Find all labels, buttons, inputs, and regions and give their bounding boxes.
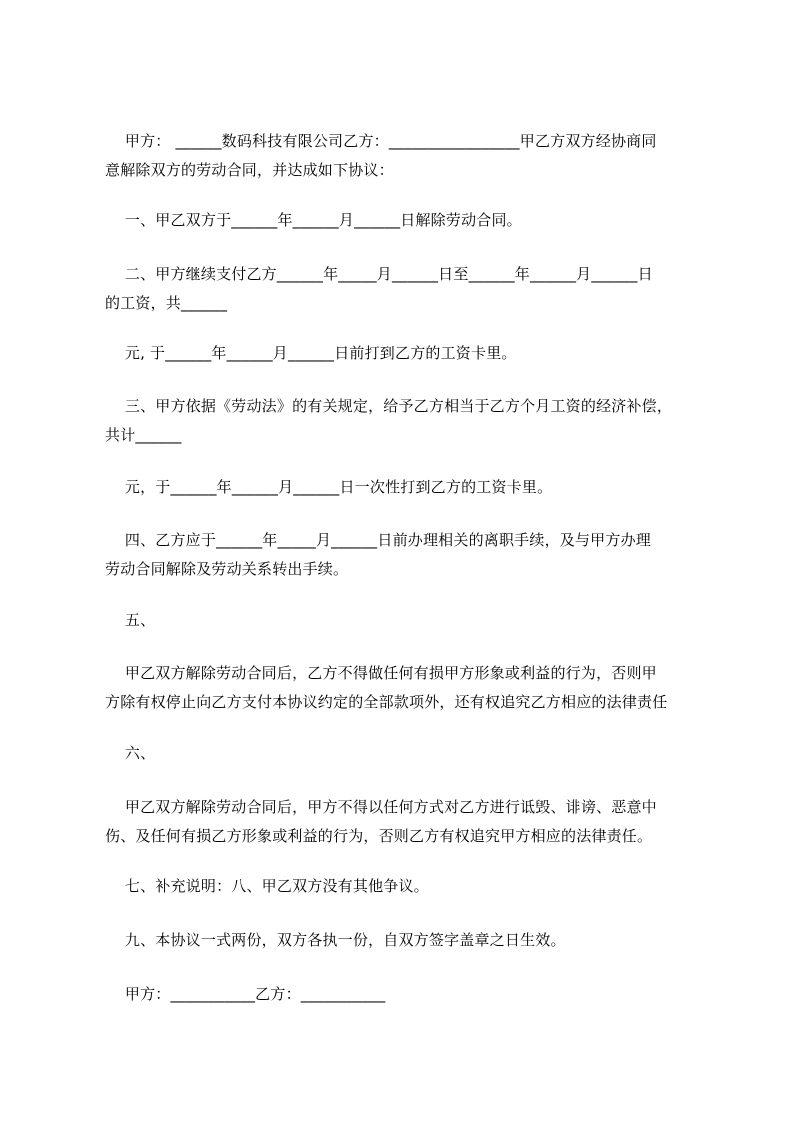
signature-line: 甲方：___________乙方：___________ — [105, 985, 386, 1003]
opening-paragraph: 甲方： ______数码科技有限公司乙方：_________________甲乙方双方经协商同 意解除双方的劳动合同，并达成如下协议： — [105, 132, 657, 179]
clause-6-heading: 六、 — [105, 744, 156, 762]
clause-6-body: 甲乙双方解除劳动合同后，甲方不得以任何方式对乙方进行诋毁、诽谤、恶意中 伤、及任何有损乙方形象或利益的行为，否则乙方有权追究甲方相应的法律责任。 — [105, 798, 657, 845]
clause-5-body: 甲乙双方解除劳动合同后，乙方不得做任何有损甲方形象或利益的行为，否则甲 方除有权停止向乙方支付本协议约定的全部款项外，还有权追究乙方相应的法律责任 — [105, 664, 668, 711]
clause-5-heading: 五、 — [105, 611, 156, 629]
clause-2: 二、甲方继续支付乙方______年_____月______日至______年______月______日 的工资，共______ — [105, 265, 653, 312]
clause-1: 一、甲乙双方于______年______月______日解除劳动合同。 — [105, 211, 522, 229]
clause-3-continued: 元，于______年______月______日一次性打到乙方的工资卡里。 — [105, 478, 553, 496]
clause-2-continued: 元, 于______年______月______日前打到乙方的工资卡里。 — [105, 344, 517, 362]
clause-7-8: 七、补充说明：八、甲乙双方没有其他争议。 — [105, 877, 429, 895]
clause-9: 九、本协议一式两份，双方各执一份，自双方签字盖章之日生效。 — [105, 931, 566, 949]
clause-4: 四、乙方应于______年_____月______日前办理相关的离职手续，及与甲方办理 劳动合同解除及劳动关系转出手续。 — [105, 531, 651, 578]
clause-3: 三、甲方依据《劳动法》的有关规定，给予乙方相当于乙方个月工资的经济补偿， 共计______ — [105, 397, 673, 444]
